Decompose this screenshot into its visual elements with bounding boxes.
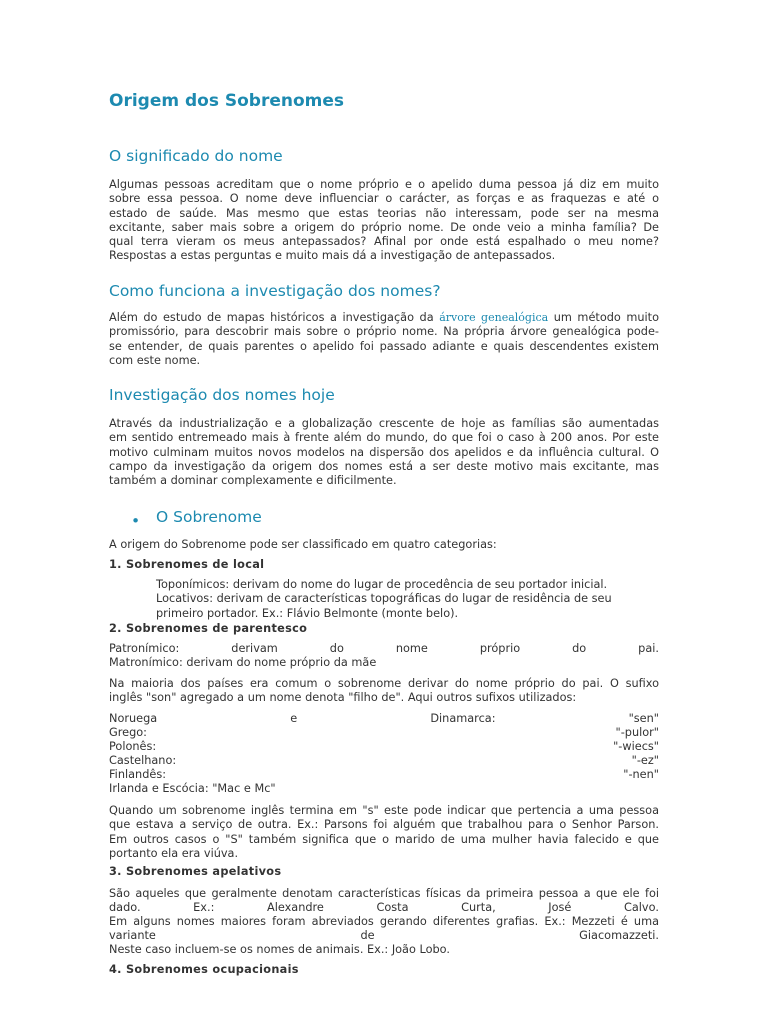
suffix-value: "-ez" — [631, 754, 659, 767]
apelativos-line-3 — [109, 915, 659, 929]
suffix-row — [109, 754, 659, 768]
category-heading-parentesco: 2. Sobrenomes de parentesco — [109, 622, 308, 635]
suffix-row — [109, 740, 659, 754]
word: dado. — [109, 901, 141, 914]
apelativos-line-5: Neste caso incluem-se os nomes de animais. Ex.: João Lobo. — [109, 943, 450, 956]
category-heading-ocupacionais: 4. Sobrenomes ocupacionais — [109, 963, 299, 976]
suffix-value: "-pulor" — [615, 726, 659, 739]
word: Patronímico: — [109, 642, 180, 655]
paragraph-line: Quando um sobrenome inglês termina em "s" este pode indicar que pertencia a uma pessoa — [109, 804, 659, 817]
paragraph-line: em sentido entremeado mais à frente além do mundo, do que foi o caso à 200 anos. Por este — [109, 431, 659, 445]
apelativos-line-2 — [109, 901, 659, 915]
word: Calvo. — [623, 901, 659, 914]
paragraph-line: com este nome. — [109, 353, 201, 367]
suffix-country: Noruega — [109, 712, 158, 725]
paragraph-line — [109, 311, 659, 325]
suffix-country: Castelhano: — [109, 754, 177, 767]
sufixo-paragraph — [109, 677, 659, 706]
word: pai. — [638, 642, 659, 655]
paragraph-line: que estava a serviço de outra. Ex.: Parsons foi alguém que trabalhou para o Senhor Parson. — [109, 818, 659, 832]
word: Curta, — [461, 901, 496, 914]
paragraph-line: Na maioria dos países era comum o sobrenome derivar do nome próprio do pai. O sufixo — [109, 677, 659, 690]
paragraph-line: inglês "son" agregado a um nome denota "filho de". Aqui outros sufixos utilizados: — [109, 691, 577, 705]
patronimico-line — [109, 642, 659, 656]
word: variante — [109, 929, 156, 942]
list-line: primeiro portador. Ex.: Flávio Belmonte (monte belo). — [156, 606, 459, 620]
category-local-list — [156, 578, 636, 621]
sobrenome-intro: A origem do Sobrenome pode ser classificado em quatro categorias: — [109, 538, 497, 551]
paragraph-line: excitante, saber mais sobre a origem do próprio nome. De onde veio a minha família? De — [109, 220, 659, 234]
word: José — [548, 901, 572, 914]
paragraph-line: portanto ela era viúva. — [109, 846, 239, 860]
text-before-link: Além do estudo de mapas históricos a investigação da — [109, 311, 440, 324]
word: Costa — [376, 901, 409, 914]
arvore-genealogica-link[interactable]: árvore genealógica — [439, 311, 549, 324]
irlanda-line: Irlanda e Escócia: "Mac e Mc" — [109, 782, 276, 795]
list-line: Toponímicos: derivam do nome do lugar de procedência de seu portador inicial. — [156, 578, 608, 591]
word: de — [360, 929, 375, 942]
category-heading-apelativos: 3. Sobrenomes apelativos — [109, 865, 282, 878]
word: do — [329, 642, 344, 655]
suffix-row-noruega — [109, 712, 659, 726]
paragraph-line: Algumas pessoas acreditam que o nome próprio e o apelido duma pessoa já diz em muito — [109, 178, 659, 191]
paragraph-line: campo da investigação da origem dos nomes está a ser deste motivo mais excitante, mas — [109, 459, 659, 473]
suffix-country: Grego: — [109, 726, 147, 739]
word: derivam — [231, 642, 278, 655]
matronimico-line: Matronímico: derivam do nome próprio da mãe — [109, 656, 377, 669]
suffix-value: "sen" — [628, 712, 659, 725]
apelativos-line-1 — [109, 887, 659, 901]
paragraph-line: Em alguns nomes maiores foram abreviados gerando diferentes grafias. Ex.: Mezzeti é uma — [109, 915, 659, 928]
section-paragraph-significado — [109, 178, 659, 264]
paragraph-line: Respostas a estas perguntas e muito mais dá a investigação de antepassados. — [109, 249, 556, 263]
section-paragraph-investigacao-hoje — [109, 417, 659, 488]
list-line: Locativos: derivam de características topográficas do lugar de residência de seu — [156, 592, 612, 606]
paragraph-line: sobre essa pessoa. O nome deve influenciar o carácter, as forças e as fraquezas e até o — [109, 192, 659, 206]
suffix-row — [109, 768, 659, 782]
text-after-link: um método muito — [548, 311, 659, 324]
word: nome — [395, 642, 428, 655]
word: Dinamarca: — [430, 712, 496, 725]
suffix-country: Finlandês: — [109, 768, 167, 781]
paragraph-line: São aqueles que geralmente denotam características físicas da primeira pessoa a que ele foi — [109, 887, 659, 900]
s-paragraph — [109, 804, 659, 861]
suffix-country: Polonês: — [109, 740, 157, 753]
apelativos-line-4 — [109, 929, 659, 943]
category-heading-local: 1. Sobrenomes de local — [109, 558, 265, 571]
word: Ex.: — [193, 901, 215, 914]
paragraph-line: promissório, para descobrir mais sobre o próprio nome. Na própria árvore genealógica pode- — [109, 325, 659, 339]
suffix-row — [109, 726, 659, 740]
word: Alexandre — [266, 901, 324, 914]
paragraph-line: Através da industrialização e a globalização crescente de hoje as famílias são aumentadas — [109, 417, 659, 430]
paragraph-line: estado de saúde. Mas mesmo que estas teorias não interessam, pode ser na mesma — [109, 206, 659, 220]
paragraph-line: também a dominar complexamente e dificilmente. — [109, 474, 397, 488]
paragraph-line: se entender, de quais parentes o apelido foi passado adiante e quais descendentes existem — [109, 339, 659, 353]
paragraph-line: Em outros casos o "S" também significa que o marido de uma mulher havia falecido e que — [109, 832, 659, 846]
word: do — [572, 642, 587, 655]
section-heading-significado: O significado do nome — [109, 147, 283, 165]
suffix-value: "-nen" — [623, 768, 659, 781]
section-heading-sobrenome: O Sobrenome — [156, 508, 262, 526]
section-heading-como-funciona: Como funciona a investigação dos nomes? — [109, 282, 441, 300]
bullet-icon: • — [131, 512, 141, 530]
word: e — [290, 712, 298, 725]
word: próprio — [479, 642, 521, 655]
paragraph-line: motivo culminam muitos novos modelos na dispersão dos apelidos e da influência cultural. O — [109, 445, 659, 459]
paragraph-line: qual terra vieram os meus antepassados? Afinal por onde está espalhado o meu nome? — [109, 235, 659, 249]
page-title: Origem dos Sobrenomes — [109, 91, 345, 111]
word: Giacomazzeti. — [579, 929, 659, 942]
suffix-value: "-wiecs" — [613, 740, 659, 753]
section-paragraph-como-funciona — [109, 311, 659, 368]
section-heading-investigacao-hoje: Investigação dos nomes hoje — [109, 386, 335, 404]
